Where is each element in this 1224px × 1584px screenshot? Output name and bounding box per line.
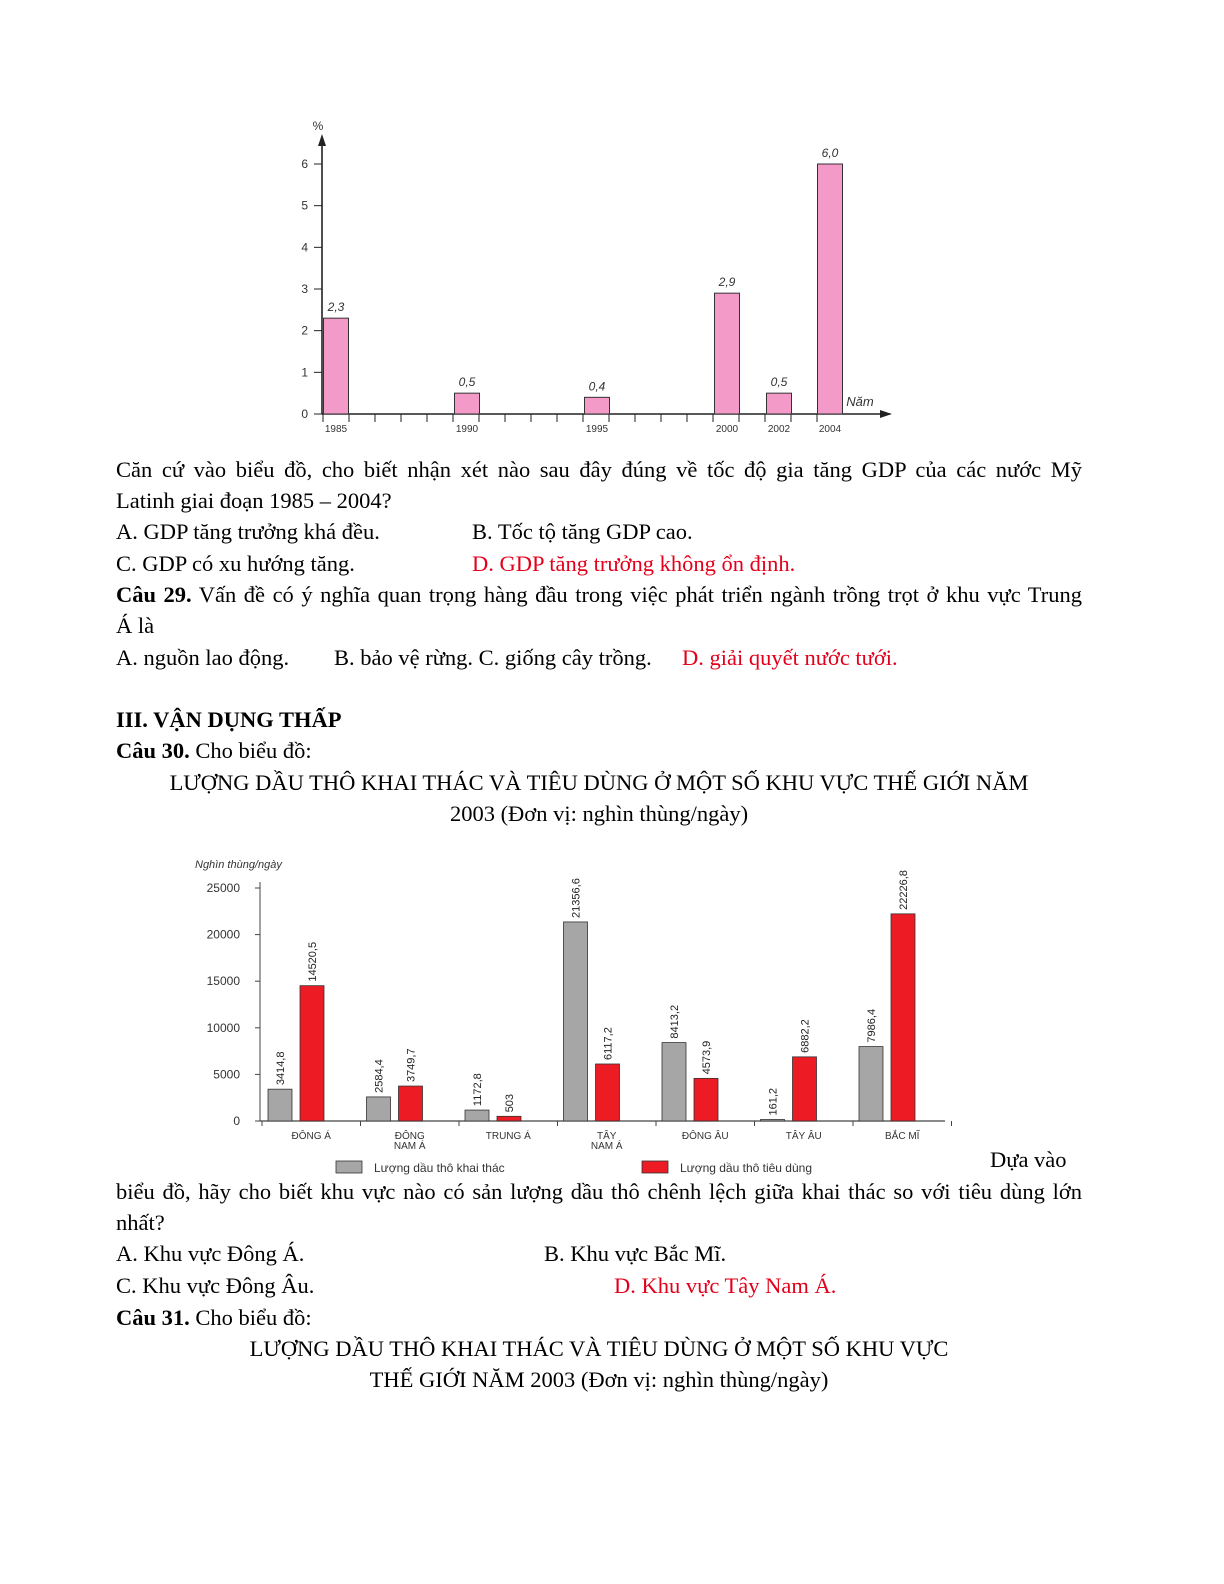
q31-chart-title-line1: LƯỢNG DẦU THÔ KHAI THÁC VÀ TIÊU DÙNG Ở MỘT SỐ KHU VỰC [249, 1336, 949, 1361]
q29-option-b-c: B. bảo vệ rừng. C. giống cây trồng. [334, 645, 652, 670]
x-tick-label: 2002 [767, 424, 791, 435]
q28-option-d-answer: D. GDP tăng trưởng không ổn định. [472, 551, 796, 576]
y-tick-label: 15000 [206, 974, 240, 989]
x-tick-label: 1985 [324, 424, 348, 435]
q30-question-line2: biểu đồ, hãy cho biết khu vực nào có sản lượng dầu thô chênh lệch giữa khai thác so với tiêu dùng lớn [116, 1179, 1082, 1204]
bar-production [859, 1047, 883, 1121]
q31-intro [116, 1302, 312, 1333]
q30-option-c: C. Khu vực Đông Âu. [116, 1273, 315, 1298]
bar-value-label: 8413,2 [669, 1004, 681, 1039]
x-tick-label: 2004 [818, 424, 842, 435]
y-tick-label: 0 [233, 1114, 240, 1128]
bar-consumption [300, 986, 324, 1121]
q30-chart-title-line2: 2003 (Đơn vị: nghìn thùng/ngày) [449, 801, 749, 826]
bar [767, 393, 792, 414]
y-tick-label: 0 [301, 407, 308, 421]
q29-question-line1 [116, 579, 1082, 610]
x-tick-label: ĐÔNG [394, 1131, 425, 1142]
bar [585, 397, 610, 414]
y-axis-label: Nghìn thùng/ngày [195, 859, 282, 871]
legend-swatch [336, 1161, 362, 1173]
q31-chart-title-line2: THẾ GIỚI NĂM 2003 (Đơn vị: nghìn thùng/ngày) [369, 1367, 829, 1392]
q28-option-a: A. GDP tăng trưởng khá đều. [116, 519, 380, 544]
bar [715, 293, 740, 414]
x-tick-label: TÂY [597, 1131, 617, 1142]
x-axis-label: Năm [846, 394, 874, 409]
bar-value-label: 1172,8 [472, 1073, 484, 1107]
y-tick-label: 4 [301, 240, 308, 255]
q30-chart-title-line1: LƯỢNG DẦU THÔ KHAI THÁC VÀ TIÊU DÙNG Ở MỘT SỐ KHU VỰC THẾ GIỚI NĂM [169, 770, 1029, 795]
bar-value-label: 4573,9 [701, 1040, 713, 1075]
x-axis-arrow [880, 410, 892, 418]
q30-intro [116, 735, 312, 766]
bar-consumption [793, 1057, 817, 1121]
bar-value-label: 3414,8 [275, 1051, 287, 1086]
y-tick-label: 25000 [206, 881, 240, 895]
q30-option-d-answer: D. Khu vực Tây Nam Á. [614, 1273, 837, 1298]
bar-consumption [596, 1064, 620, 1121]
bar [324, 318, 349, 414]
bar-value-label: 7986,4 [866, 1008, 878, 1043]
bar-value-label: 161,2 [767, 1087, 780, 1116]
x-tick-label: ĐÔNG Á [291, 1131, 331, 1142]
x-tick-label: NAM Á [393, 1141, 426, 1152]
bar-production [564, 922, 588, 1121]
bar-production [268, 1089, 292, 1121]
bar [818, 164, 843, 414]
bar-production [761, 1119, 785, 1121]
q30-question-line3: nhất? [116, 1210, 165, 1235]
q29-question-text: Vấn đề có ý nghĩa quan trọng hàng đầu trong việc phát triển ngành trồng trọt ở khu vực Trung [191, 582, 1082, 607]
bar-consumption [399, 1086, 423, 1121]
q30-intro-text: Cho biểu đồ: [189, 738, 312, 763]
bar-production [367, 1097, 391, 1121]
x-tick-label: TÂY ÂU [785, 1131, 822, 1142]
q28-option-c: C. GDP có xu hướng tăng. [116, 551, 355, 576]
bar [455, 393, 480, 414]
gdp-growth-chart [280, 110, 920, 445]
legend-label: Lượng dầu thô tiêu dùng [680, 1161, 813, 1175]
y-tick-label: 3 [301, 282, 308, 296]
section-heading-text: III. VẬN DỤNG THẤP [116, 707, 342, 732]
bar-value-label: 22226,8 [898, 870, 910, 910]
bar-value-label: 0,4 [588, 379, 606, 394]
q30-question-line1-tail: Dựa vào [990, 1147, 1067, 1172]
y-axis-arrow [318, 134, 326, 146]
q31-label: Câu 31. [116, 1305, 190, 1330]
legend-label: Lượng dầu thô khai thác [374, 1161, 505, 1175]
q30-label: Câu 30. [116, 738, 190, 763]
y-tick-label: 5000 [213, 1067, 240, 1082]
bar-production [662, 1043, 686, 1121]
bar-production [465, 1110, 489, 1121]
x-tick-label: 1990 [455, 424, 479, 435]
x-tick-label: 1995 [585, 424, 609, 435]
y-tick-label: 10000 [206, 1020, 240, 1035]
bar-value-label: 3749,7 [405, 1048, 418, 1083]
bar-consumption [694, 1078, 718, 1121]
q29-option-d-answer: D. giải quyết nước tưới. [682, 645, 898, 670]
x-tick-label: ĐÔNG ÂU [681, 1131, 729, 1142]
q30-option-a: A. Khu vực Đông Á. [116, 1241, 305, 1266]
q30-option-b: B. Khu vực Bắc Mĩ. [544, 1241, 727, 1266]
q31-intro-text: Cho biểu đồ: [189, 1305, 312, 1330]
bar-value-label: 0,5 [770, 375, 788, 390]
x-tick-label: 2000 [715, 424, 739, 435]
q28-question-line2: Latinh giai đoạn 1985 – 2004? [116, 488, 392, 513]
x-tick-label: NAM Á [590, 1141, 623, 1152]
bar-value-label: 2,9 [718, 275, 736, 290]
bar-value-label: 21356,6 [570, 878, 583, 918]
q28-question-line1: Căn cứ vào biểu đồ, cho biết nhận xét nào sau đây đúng về tốc độ gia tăng GDP của các nước Mỹ [116, 457, 1082, 482]
bar-consumption [497, 1116, 521, 1121]
bar-value-label: 2584,4 [373, 1059, 386, 1093]
bar-value-label: 6882,2 [799, 1019, 812, 1053]
bar-value-label: 14520,5 [307, 941, 319, 982]
y-tick-label: 2 [301, 323, 308, 338]
section-heading [116, 704, 341, 735]
y-tick-label: 5 [301, 198, 308, 213]
q28-option-b: B. Tốc tộ tăng GDP cao. [472, 519, 693, 544]
q29-question-line2: Á là [116, 613, 155, 638]
legend-swatch [642, 1161, 668, 1173]
bar-value-label: 0,5 [458, 375, 476, 390]
bar-value-label: 6117,2 [602, 1027, 615, 1060]
bar-value-label: 6,0 [821, 146, 839, 160]
oil-chart [190, 848, 960, 1178]
y-tick-label: 1 [301, 365, 308, 380]
bar-value-label: 503 [504, 1093, 516, 1113]
q29-option-a: A. nguồn lao động. [116, 645, 290, 670]
x-tick-label: TRUNG Á [485, 1131, 531, 1142]
bar-value-label: 2,3 [327, 300, 345, 315]
y-tick-label: 20000 [206, 927, 240, 942]
y-axis-label: % [312, 119, 324, 133]
q29-label: Câu 29. [116, 582, 192, 607]
x-tick-label: BẮC MĨ [885, 1131, 920, 1142]
y-tick-label: 6 [301, 157, 308, 171]
bar-consumption [891, 914, 915, 1121]
